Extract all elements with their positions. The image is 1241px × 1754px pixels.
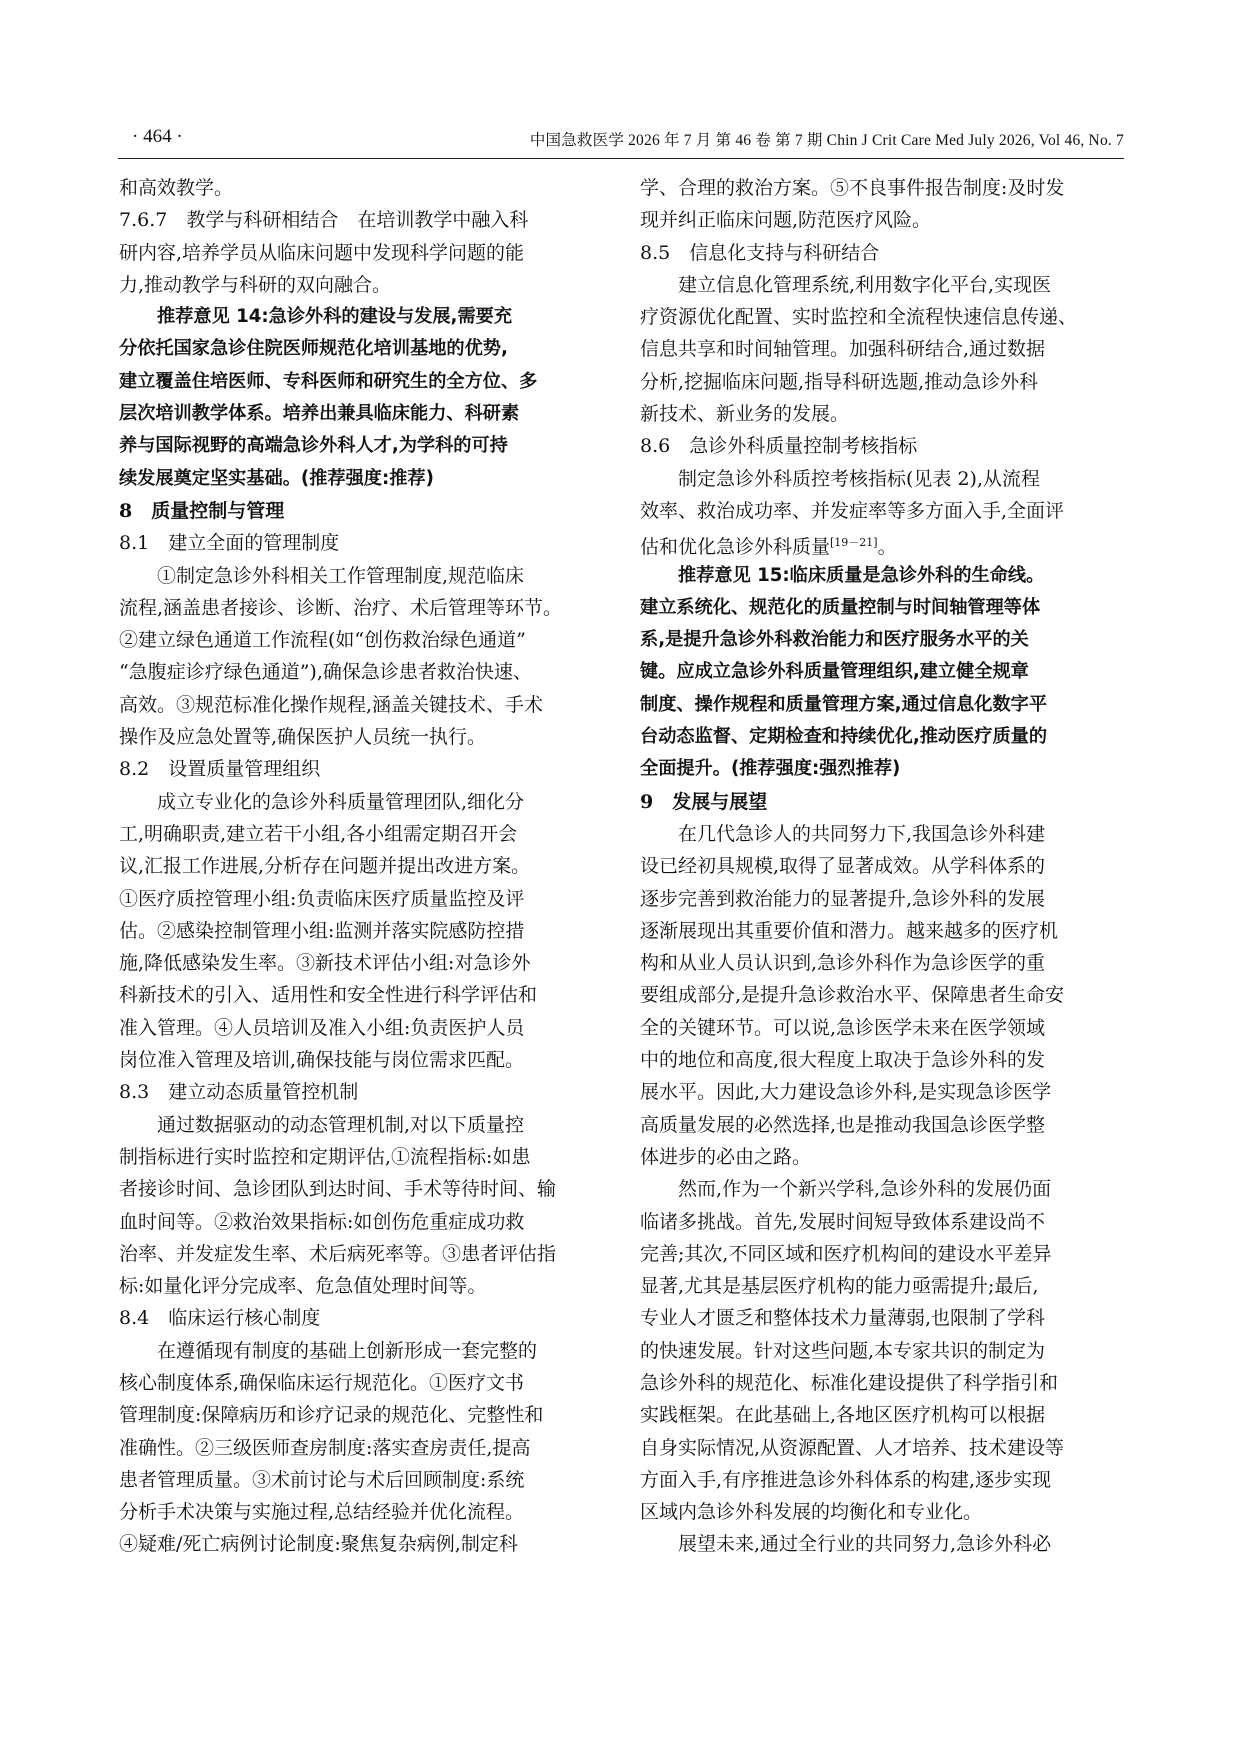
- text-line: [119, 1496, 612, 1528]
- text-line: [640, 430, 1133, 462]
- line-text: 管理制度:保障病历和诊疗记录的规范化、完整性和: [119, 1404, 544, 1427]
- line-text: 和高效教学。: [119, 177, 234, 199]
- text-line: [640, 463, 1133, 495]
- line-text-end: 。: [877, 536, 897, 559]
- text-line: [119, 721, 612, 753]
- text-line: [640, 560, 1133, 592]
- text-line: [640, 850, 1133, 882]
- text-line: [119, 1367, 612, 1399]
- text-line: [119, 786, 612, 818]
- line-text: 8.2 设置质量管理组织: [119, 758, 321, 781]
- text-line: [640, 1302, 1133, 1334]
- line-text: 然而,作为一个新兴学科,急诊外科的发展仍面: [678, 1178, 1052, 1201]
- text-line: [640, 1528, 1133, 1560]
- line-text: 成立专业化的急诊外科质量管理团队,细化分: [157, 790, 525, 813]
- line-text: 分依托国家急诊住院医师规范化培训基地的优势,: [119, 338, 508, 360]
- line-text: 分析,挖掘临床问题,指导科研选题,推动急诊外科: [640, 370, 1039, 393]
- text-line: [640, 979, 1133, 1011]
- line-text: 制定急诊外科质控考核指标(见表 2),从流程: [678, 467, 1040, 490]
- text-line: [640, 1367, 1133, 1399]
- text-line: [640, 883, 1133, 915]
- line-text: 设已经初具规模,取得了显著成效。从学科体系的: [640, 855, 1046, 878]
- text-line: [119, 1109, 612, 1141]
- line-text: 科新技术的引入、适用性和安全性进行科学评估和: [119, 984, 538, 1007]
- line-text: 系,是提升急诊外科救治能力和医疗服务水平的关: [640, 629, 1029, 651]
- line-text: 力,推动教学与科研的双向融合。: [119, 273, 392, 296]
- text-line: [119, 1238, 612, 1270]
- line-text: 8.1 建立全面的管理制度: [119, 532, 340, 555]
- text-line: [119, 753, 612, 785]
- line-text: 估。②感染控制管理小组:监测并落实院感防控措: [119, 919, 525, 942]
- line-text: 展望未来,通过全行业的共同努力,急诊外科必: [678, 1533, 1052, 1556]
- text-line: [119, 1432, 612, 1464]
- line-text: ①医疗质控管理小组:负责临床医疗质量监控及评: [119, 887, 525, 910]
- text-line: [119, 1270, 612, 1302]
- text-line: [119, 1399, 612, 1431]
- text-line: [640, 656, 1133, 688]
- text-line: [119, 269, 612, 301]
- journal-citation: 中国急救医学 2026 年 7 月 第 46 卷 第 7 期 Chin J Crit Care Med July 2026, Vol 46, No. 7: [529, 132, 1124, 149]
- line-text: 完善;其次,不同区域和医疗机构间的建设水平差异: [640, 1242, 1052, 1265]
- line-text: 要组成部分,是提升急诊救治水平、保障患者生命安: [640, 984, 1065, 1007]
- text-line: [640, 398, 1133, 430]
- line-text: 工,明确职责,建立若干小组,各小组需定期召开会: [119, 822, 518, 845]
- text-line: [640, 1399, 1133, 1431]
- text-line: [640, 237, 1133, 269]
- text-line: [119, 818, 612, 850]
- text-line: [119, 1173, 612, 1205]
- text-line: [119, 237, 612, 269]
- line-text: ②建立绿色通道工作流程(如“创伤救治绿色通道”: [119, 629, 526, 652]
- line-text: 准确性。②三级医师查房制度:落实查房责任,提高: [119, 1436, 531, 1459]
- text-line: [640, 915, 1133, 947]
- line-text: 估和优化急诊外科质量: [640, 536, 831, 559]
- line-text: 7.6.7 教学与科研相结合 在培训教学中融入科: [119, 209, 529, 232]
- citation-superscript: [19－21]: [830, 536, 878, 550]
- text-line: [640, 1012, 1133, 1044]
- text-line: [640, 366, 1133, 398]
- line-text: 研内容,培养学员从临床问题中发现科学问题的能: [119, 241, 525, 264]
- text-line: [119, 656, 612, 688]
- line-text: 操作及应急处置等,确保医护人员统一执行。: [119, 726, 487, 749]
- text-line: [640, 1432, 1133, 1464]
- text-line: [640, 1141, 1133, 1173]
- line-text: 区域内急诊外科发展的均衡化和专业化。: [640, 1501, 983, 1524]
- line-text: 8.3 建立动态质量管控机制: [119, 1081, 359, 1104]
- text-line: [640, 721, 1133, 753]
- text-line: [640, 1270, 1133, 1302]
- line-text: 方面入手,有序推进急诊外科体系的构建,逐步实现: [640, 1468, 1052, 1491]
- line-text: 展水平。因此,大力建设急诊外科,是实现急诊医学: [640, 1081, 1052, 1104]
- text-line: [119, 624, 612, 656]
- text-line: [640, 172, 1133, 204]
- line-text: 通过数据驱动的动态管理机制,对以下质量控: [157, 1113, 525, 1136]
- text-line: [640, 1109, 1133, 1141]
- line-text: 疗资源优化配置、实时监控和全流程快速信息传递、: [640, 306, 1078, 329]
- line-text: 议,汇报工作进展,分析存在问题并提出改进方案。: [119, 855, 531, 878]
- line-text: 信息共享和时间轴管理。加强科研结合,通过数据: [640, 338, 1046, 361]
- line-text: 制指标进行实时监控和定期评估,①流程指标:如患: [119, 1145, 531, 1168]
- line-text: 核心制度体系,确保临床运行规范化。①医疗文书: [119, 1371, 525, 1394]
- line-text: 流程,涵盖患者接诊、诊断、治疗、术后管理等环节。: [119, 596, 563, 619]
- page-number: · 464 ·: [132, 126, 183, 147]
- line-text: “急腹症诊疗绿色通道”),确保急诊患者救治快速、: [119, 661, 532, 684]
- line-text: 制度、操作规程和质量管理方案,通过信息化数字平: [640, 693, 1048, 715]
- text-line: [640, 1238, 1133, 1270]
- text-line: [119, 1076, 612, 1108]
- text-line: [119, 1335, 612, 1367]
- text-line: [119, 560, 612, 592]
- text-line: [640, 624, 1133, 656]
- line-text: 体进步的必由之路。: [640, 1145, 812, 1168]
- text-line: [119, 398, 612, 430]
- text-line: [119, 463, 612, 495]
- line-text: 推荐意见 15:临床质量是急诊外科的生命线。: [678, 564, 1045, 586]
- line-text: 血时间等。②救治效果指标:如创伤危重症成功救: [119, 1210, 525, 1233]
- line-text: 实践框架。在此基础上,各地区医疗机构可以根据: [640, 1404, 1046, 1427]
- text-line: [119, 915, 612, 947]
- text-line: [119, 592, 612, 624]
- text-line: [640, 204, 1133, 236]
- line-text: 标:如量化评分完成率、危急值处理时间等。: [119, 1275, 487, 1298]
- line-text: 现并纠正临床问题,防范医疗风险。: [640, 209, 932, 232]
- section-heading: [640, 786, 1133, 818]
- text-line: [119, 689, 612, 721]
- line-text: 键。应成立急诊外科质量管理组织,建立健全规章: [640, 661, 1029, 683]
- line-text: 逐步完善到救治能力的显著提升,急诊外科的发展: [640, 887, 1046, 910]
- line-text: 治率、并发症发生率、术后病死率等。③患者评估指: [119, 1242, 557, 1265]
- line-text: ④疑难/死亡病例讨论制度:聚焦复杂病例,制定科: [119, 1533, 518, 1556]
- text-line: [640, 269, 1133, 301]
- text-line: [640, 1076, 1133, 1108]
- line-text: 构和从业人员认识到,急诊外科作为急诊医学的重: [640, 952, 1046, 975]
- text-line: [640, 301, 1133, 333]
- line-text: 8.6 急诊外科质量控制考核指标: [640, 435, 918, 458]
- line-text: 显著,尤其是基层医疗机构的能力亟需提升;最后,: [640, 1275, 1039, 1298]
- text-line: [119, 1464, 612, 1496]
- line-text: 专业人才匮乏和整体技术力量薄弱,也限制了学科: [640, 1307, 1046, 1330]
- line-text: 养与国际视野的高端急诊外科人才,为学科的可持: [119, 435, 508, 457]
- text-line: [640, 1173, 1133, 1205]
- text-line: [640, 1044, 1133, 1076]
- line-text: 高质量发展的必然选择,也是推动我国急诊医学整: [640, 1113, 1046, 1136]
- line-text: 急诊外科的规范化、标准化建设提供了科学指引和: [640, 1371, 1059, 1394]
- text-line: [640, 1335, 1133, 1367]
- line-text: 自身实际情况,从资源配置、人才培养、技术建设等: [640, 1436, 1065, 1459]
- running-header: [118, 124, 1124, 159]
- text-line: [119, 883, 612, 915]
- text-line: [119, 1206, 612, 1238]
- line-text: 全面提升。(推荐强度:强烈推荐): [640, 758, 901, 780]
- text-line: [119, 947, 612, 979]
- line-text: 续发展奠定坚实基础。(推荐强度:推荐): [119, 467, 434, 489]
- line-text: 逐渐展现出其重要价值和潜力。越来越多的医疗机: [640, 919, 1059, 942]
- line-text: 在遵循现有制度的基础上创新形成一套完整的: [157, 1339, 538, 1362]
- line-text: 准入管理。④人员培训及准入小组:负责医护人员: [119, 1016, 525, 1039]
- text-line: [119, 527, 612, 559]
- line-text: 施,降低感染发生率。③新技术评估小组:对急诊外: [119, 952, 531, 975]
- line-text: 建立覆盖住培医师、专科医师和研究生的全方位、多: [119, 370, 538, 392]
- text-line: [119, 1302, 612, 1334]
- line-text: 8 质量控制与管理: [119, 499, 285, 522]
- line-text: 建立信息化管理系统,利用数字化平台,实现医: [678, 273, 1052, 296]
- line-text: ①制定急诊外科相关工作管理制度,规范临床: [157, 564, 525, 587]
- text-line: [640, 947, 1133, 979]
- line-text: 台动态监督、定期检查和持续优化,推动医疗质量的: [640, 726, 1048, 748]
- right-column: [640, 172, 1133, 1561]
- line-text: 8.4 临床运行核心制度: [119, 1307, 321, 1330]
- text-line: [640, 495, 1133, 527]
- text-line: [119, 366, 612, 398]
- text-line: [640, 1496, 1133, 1528]
- text-line: [119, 979, 612, 1011]
- line-text: 患者管理质量。③术前讨论与术后回顾制度:系统: [119, 1468, 525, 1491]
- line-text: 学、合理的救治方案。⑤不良事件报告制度:及时发: [640, 177, 1065, 199]
- text-line: [640, 1464, 1133, 1496]
- line-text: 在几代急诊人的共同努力下,我国急诊外科建: [678, 822, 1046, 845]
- section-heading: [119, 495, 612, 527]
- text-line: [119, 1528, 612, 1560]
- line-text: 者接诊时间、急诊团队到达时间、手术等待时间、输: [119, 1178, 557, 1201]
- text-line: [119, 172, 612, 204]
- line-text: 中的地位和高度,很大程度上取决于急诊外科的发: [640, 1049, 1046, 1072]
- line-text: 的快速发展。针对这些问题,本专家共识的制定为: [640, 1339, 1046, 1362]
- line-text: 全的关键环节。可以说,急诊医学未来在医学领域: [640, 1016, 1046, 1039]
- text-line: [640, 527, 1133, 559]
- text-line: [119, 1012, 612, 1044]
- text-line: [640, 689, 1133, 721]
- line-text: 效率、救治成功率、并发症率等多方面入手,全面评: [640, 499, 1065, 522]
- line-text: 临诸多挑战。首先,发展时间短导致体系建设尚不: [640, 1210, 1046, 1233]
- line-text: 高效。③规范标准化操作规程,涵盖关键技术、手术: [119, 693, 544, 716]
- line-text: 岗位准入管理及培训,确保技能与岗位需求匹配。: [119, 1049, 525, 1072]
- line-text: 9 发展与展望: [640, 790, 768, 813]
- line-text: 分析手术决策与实施过程,总结经验并优化流程。: [119, 1501, 525, 1524]
- line-text: 层次培训教学体系。培养出兼具临床能力、科研素: [119, 403, 520, 425]
- text-line: [640, 1206, 1133, 1238]
- text-line: [119, 204, 612, 236]
- text-line: [119, 1141, 612, 1173]
- left-column: [119, 172, 612, 1561]
- text-line: [640, 592, 1133, 624]
- line-text: 建立系统化、规范化的质量控制与时间轴管理等体: [640, 596, 1041, 618]
- text-line: [640, 753, 1133, 785]
- text-line: [119, 850, 612, 882]
- text-line: [119, 333, 612, 365]
- text-line: [119, 430, 612, 462]
- line-text: 8.5 信息化支持与科研结合: [640, 241, 880, 264]
- text-line: [119, 301, 612, 333]
- text-line: [640, 818, 1133, 850]
- text-line: [119, 1044, 612, 1076]
- line-text: 推荐意见 14:急诊外科的建设与发展,需要充: [157, 306, 513, 328]
- text-line: [640, 333, 1133, 365]
- line-text: 新技术、新业务的发展。: [640, 403, 850, 426]
